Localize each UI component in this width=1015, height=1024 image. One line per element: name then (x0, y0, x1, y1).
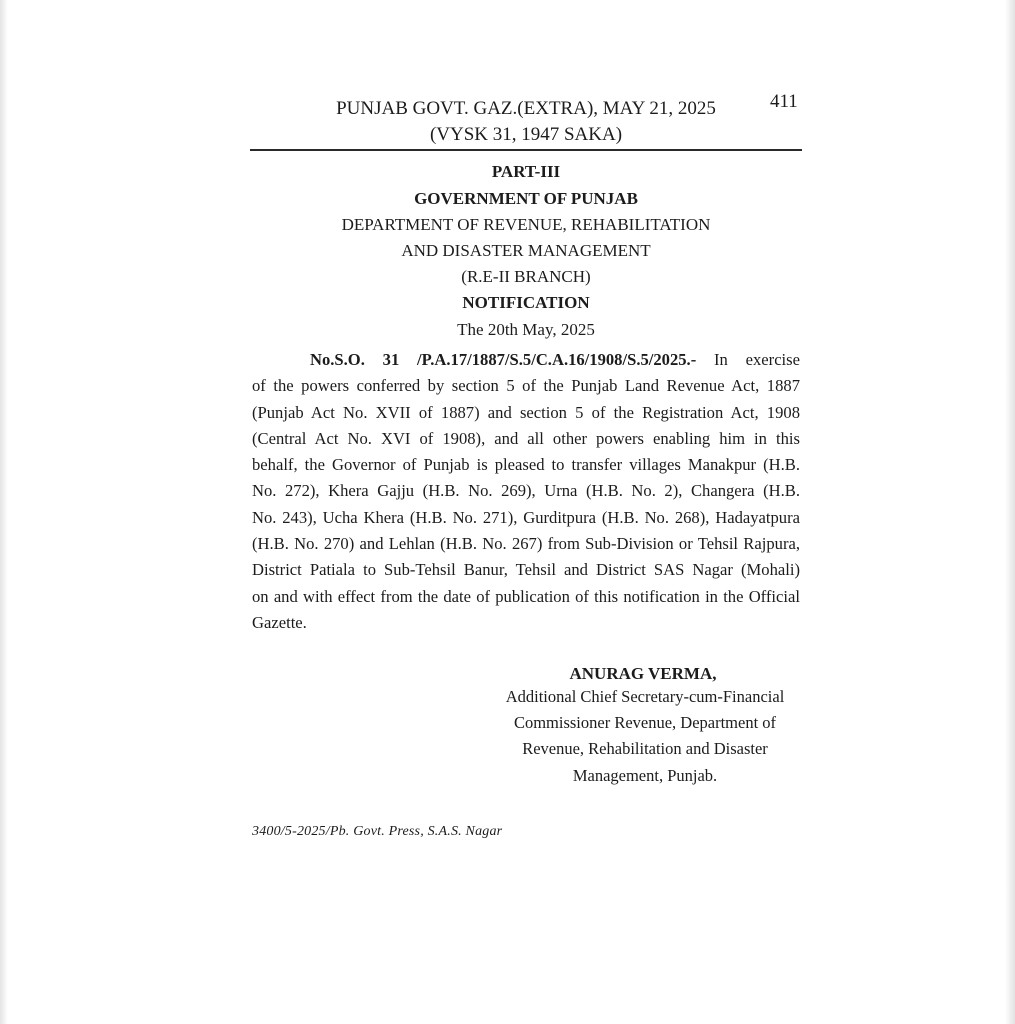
page-edge-left (0, 0, 8, 1024)
body-line: on and with effect from the date of publication of this notification in the Official (252, 586, 800, 606)
press-imprint: 3400/5-2025/Pb. Govt. Press, S.A.S. Nagar (252, 824, 503, 839)
body-line: District Patiala to Sub-Tehsil Banur, Tehsil and District SAS Nagar (Mohali) (252, 560, 800, 580)
notification-body (252, 347, 800, 636)
gazette-header-line2: (VYSK 31, 1947 SAKA) (429, 124, 623, 145)
notification-heading: NOTIFICATION (462, 293, 590, 312)
body-line: No. 243), Ucha Khera (H.B. No. 271), Gurditpura (H.B. No. 268), Hadayatpura (252, 507, 800, 527)
body-line: No.S.O. 31 /P.A.17/1887/S.5/C.A.16/1908/S.5/2025.- In exercise (310, 350, 800, 369)
gazette-header-line1: PUNJAB GOVT. GAZ.(EXTRA), MAY 21, 2025 (336, 98, 716, 119)
signatory-designation-line: Additional Chief Secretary-cum-Financial (505, 687, 785, 706)
body-line: Gazette. (252, 612, 307, 632)
header-divider (250, 149, 802, 151)
gazette-header (250, 96, 802, 148)
body-line: No. 272), Khera Gajju (H.B. No. 269), Urna (H.B. No. 2), Changera (H.B. (252, 481, 800, 501)
notification-reference: No.S.O. 31 /P.A.17/1887/S.5/C.A.16/1908/S.5/2025.- (310, 350, 697, 369)
department-line2: AND DISASTER MANAGEMENT (401, 241, 651, 260)
body-line: behalf, the Governor of Punjab is pleased to transfer villages Manakpur (H.B. (252, 455, 800, 475)
page-edge-right (1005, 0, 1015, 1024)
government-heading: GOVERNMENT OF PUNJAB (414, 189, 638, 208)
signatory-designation-line: Revenue, Rehabilitation and Disaster (522, 739, 768, 758)
signatory-designation-line: Commissioner Revenue, Department of (513, 713, 777, 732)
body-line: (Central Act No. XVI of 1908), and all other powers enabling him in this (252, 428, 800, 448)
signatory-name: ANURAG VERMA, (569, 664, 717, 683)
page-number: 411 (770, 91, 798, 112)
branch-heading: (R.E-II BRANCH) (461, 267, 591, 286)
body-line: of the powers conferred by section 5 of the Punjab Land Revenue Act, 1887 (252, 376, 800, 396)
part-heading: PART-III (491, 162, 561, 181)
body-line: (H.B. No. 270) and Lehlan (H.B. No. 267) from Sub-Division or Tehsil Rajpura, (252, 534, 800, 554)
department-line1: DEPARTMENT OF REVENUE, REHABILITATION (341, 215, 711, 234)
signatory-designation-line: Management, Punjab. (572, 766, 718, 785)
notification-date: The 20th May, 2025 (457, 320, 595, 339)
body-line: (Punjab Act No. XVII of 1887) and section 5 of the Registration Act, 1908 (252, 402, 800, 422)
